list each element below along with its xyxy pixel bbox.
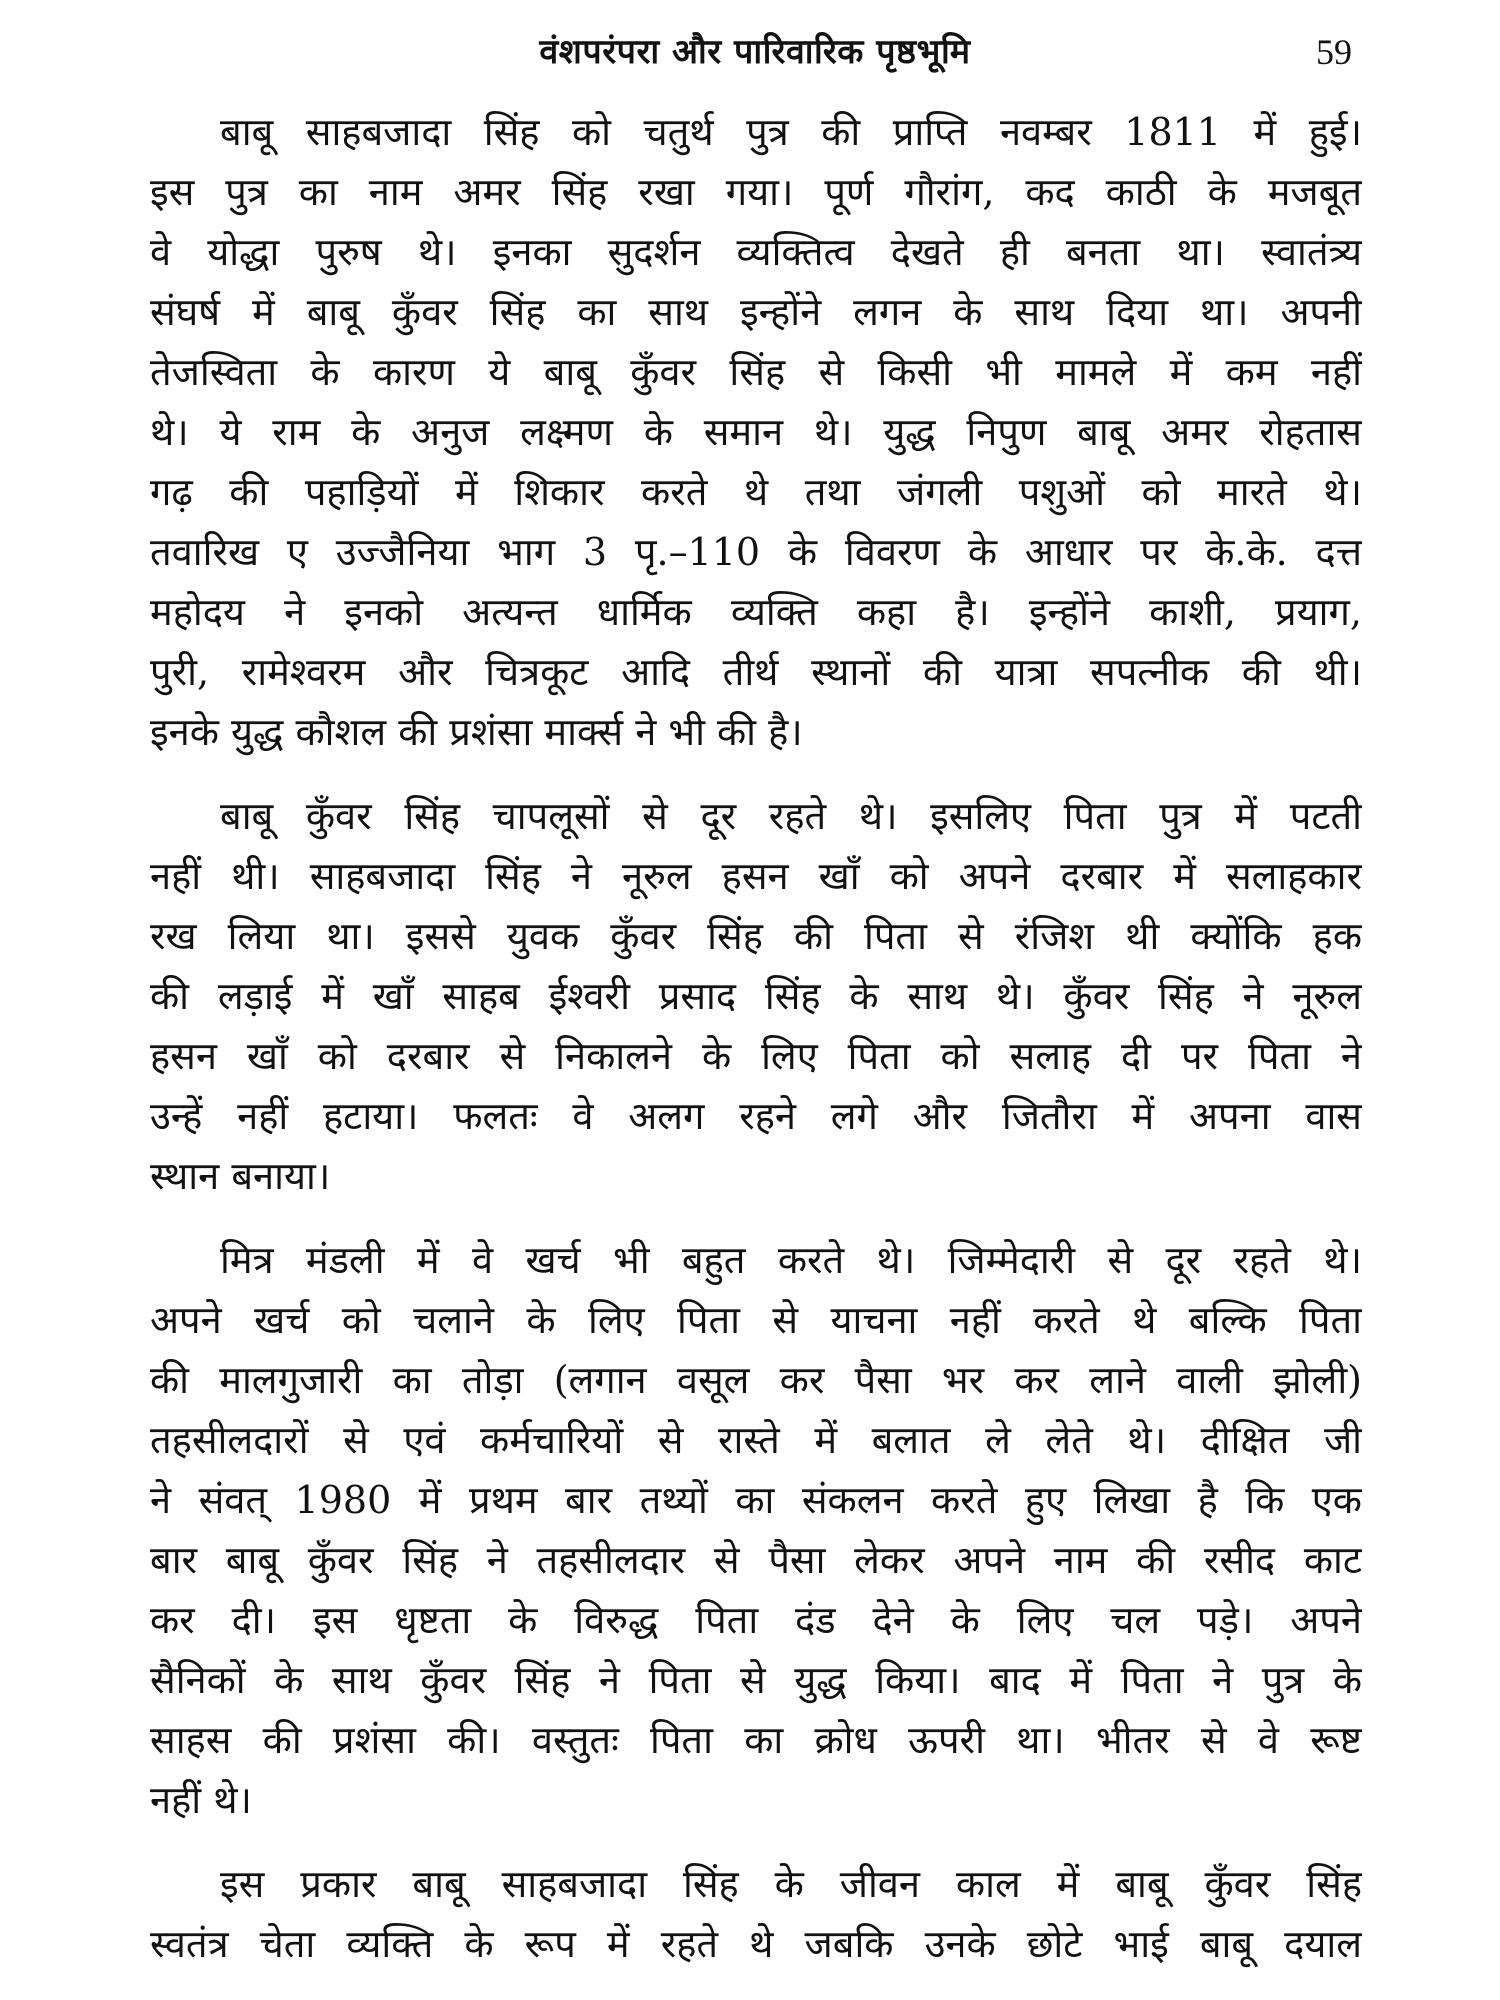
text-line: साहस की प्रशंसा की। वस्तुतः पिता का क्रोध ऊपरी था। भीतर से वे रूष्ट — [150, 1718, 1362, 1762]
text-line: इस पुत्र का नाम अमर सिंह रखा गया। पूर्ण गौरांग, कद काठी के मजबूत — [150, 170, 1362, 214]
text-line: वे योद्धा पुरुष थे। इनका सुदर्शन व्यक्तित्व देखते ही बनता था। स्वातंत्र्य — [150, 230, 1362, 274]
text-line: संघर्ष में बाबू कुँवर सिंह का साथ इन्होंने लगन के साथ दिया था। अपनी — [150, 290, 1362, 334]
text-line: महोदय ने इनको अत्यन्त धार्मिक व्यक्ति कहा है। इन्होंने काशी, प्रयाग, — [150, 590, 1362, 634]
text-line: की मालगुजारी का तोड़ा (लगान वसूल कर पैसा भर कर लाने वाली झोली) — [150, 1358, 1362, 1402]
text-line: स्थान बनाया। — [150, 1154, 331, 1198]
paragraph-2 — [150, 786, 1362, 1206]
page-number: 59 — [1316, 32, 1352, 72]
text-line: सैनिकों के साथ कुँवर सिंह ने पिता से युद्ध किया। बाद में पिता ने पुत्र के — [150, 1658, 1362, 1702]
text-line: थे। ये राम के अनुज लक्ष्मण के समान थे। युद्ध निपुण बाबू अमर रोहतास — [150, 410, 1362, 454]
text-line: गढ़ की पहाड़ियों में शिकार करते थे तथा जंगली पशुओं को मारते थे। — [150, 470, 1362, 514]
body-text — [150, 102, 1362, 1998]
text-line: तेजस्विता के कारण ये बाबू कुँवर सिंह से किसी भी मामले में कम नहीं — [150, 350, 1362, 394]
text-line: बाबू कुँवर सिंह चापलूसों से दूर रहते थे। इसलिए पिता पुत्र में पटती — [220, 794, 1362, 838]
text-line: अपने खर्च को चलाने के लिए पिता से याचना नहीं करते थे बल्कि पिता — [150, 1298, 1362, 1342]
text-line: तहसीलदारों से एवं कर्मचारियों से रास्ते में बलात ले लेते थे। दीक्षित जी — [150, 1418, 1362, 1462]
text-line: स्वतंत्र चेता व्यक्ति के रूप में रहते थे जबकि उनके छोटे भाई बाबू दयाल — [150, 1922, 1362, 1966]
text-line: कर दी। इस धृष्टता के विरुद्ध पिता दंड देने के लिए चल पड़े। अपने — [150, 1598, 1362, 1642]
text-line: उन्हें नहीं हटाया। फलतः वे अलग रहने लगे और जितौरा में अपना वास — [150, 1094, 1362, 1138]
running-title: वंशपरंपरा और पारिवारिक पृष्ठभूमि — [539, 32, 971, 72]
text-line: इनके युद्ध कौशल की प्रशंसा मार्क्स ने भी की है। — [150, 710, 803, 754]
running-header — [150, 22, 1360, 82]
text-line: तवारिख ए उज्जैनिया भाग 3 पृ.–110 के विवरण के आधार पर के.के. दत्त — [150, 530, 1362, 574]
text-line: इस प्रकार बाबू साहबजादा सिंह के जीवन काल में बाबू कुँवर सिंह — [220, 1862, 1362, 1906]
paragraph-1 — [150, 102, 1362, 762]
text-line: पुरी, रामेश्वरम और चित्रकूट आदि तीर्थ स्थानों की यात्रा सपत्नीक की थी। — [150, 650, 1362, 694]
text-line: बाबू साहबजादा सिंह को चतुर्थ पुत्र की प्राप्ति नवम्बर 1811 में हुई। — [220, 110, 1362, 154]
text-line: की लड़ाई में खाँ साहब ईश्वरी प्रसाद सिंह के साथ थे। कुँवर सिंह ने नूरुल — [150, 974, 1362, 1018]
text-line: नहीं थे। — [150, 1778, 252, 1822]
text-line: हसन खाँ को दरबार से निकालने के लिए पिता को सलाह दी पर पिता ने — [150, 1034, 1362, 1078]
text-line: ने संवत् 1980 में प्रथम बार तथ्यों का संकलन करते हुए लिखा है कि एक — [150, 1478, 1362, 1522]
paragraph-3 — [150, 1230, 1362, 1830]
paragraph-4 — [150, 1854, 1362, 1974]
text-line: रख लिया था। इससे युवक कुँवर सिंह की पिता से रंजिश थी क्योंकि हक — [150, 914, 1362, 958]
text-line: बार बाबू कुँवर सिंह ने तहसीलदार से पैसा लेकर अपने नाम की रसीद काट — [150, 1538, 1362, 1582]
text-line: मित्र मंडली में वे खर्च भी बहुत करते थे। जिम्मेदारी से दूर रहते थे। — [220, 1238, 1362, 1282]
text-line: नहीं थी। साहबजादा सिंह ने नूरुल हसन खाँ को अपने दरबार में सलाहकार — [150, 854, 1362, 898]
